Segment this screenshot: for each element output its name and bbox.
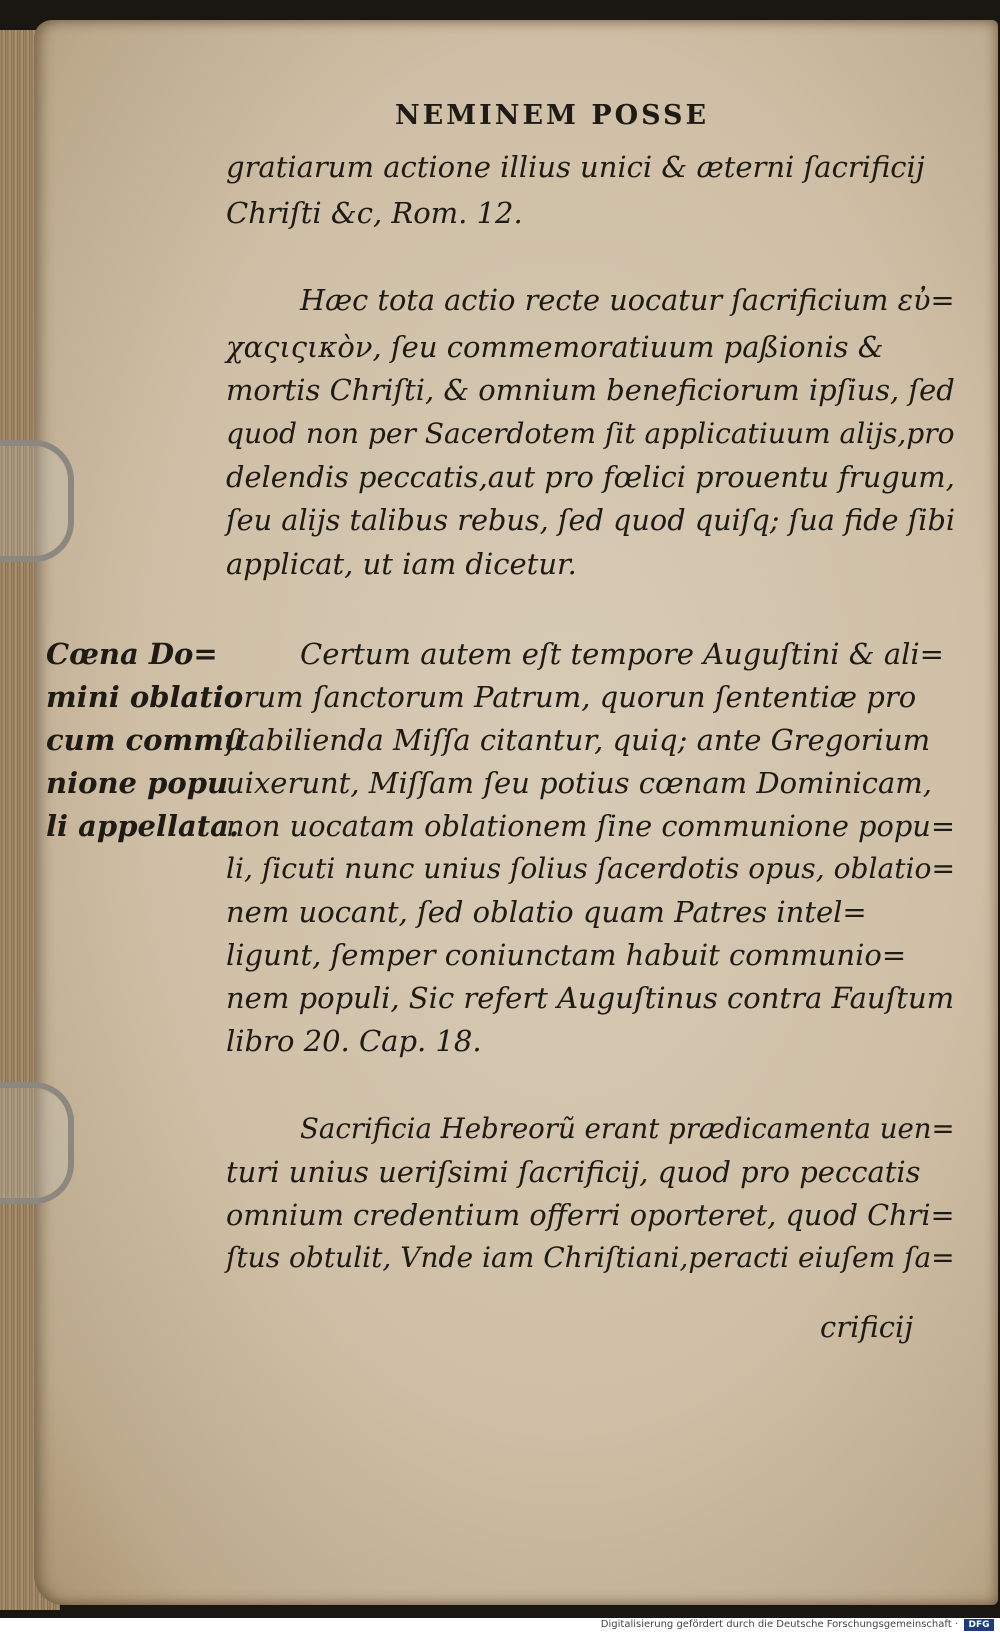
text-line: gratiarum actione illius unici & æterni ſacrificij	[226, 150, 925, 184]
running-head: NEMINEM POSSE	[395, 100, 710, 131]
text-line: li, ſicuti nunc unius ſolius ſacerdotis opus, oblatio=	[226, 852, 956, 885]
text-line: Certum autem eſt tempore Auguſtini & ali=	[300, 637, 944, 671]
text-line: ligunt, ſemper coniunctam habuit communio=	[226, 938, 907, 972]
marginal-note-line: cum commu	[46, 723, 245, 757]
text-line: turi unius ueriſsimi ſacrificij, quod pro peccatis	[226, 1155, 921, 1189]
text-line: ſtabilienda Miſſa citantur, quiq; ante Gregorium	[226, 723, 931, 757]
text-line: delendis peccatis,aut pro fœlici prouentu frugum,	[226, 460, 955, 494]
catchword: crificij	[820, 1310, 914, 1344]
text-line: orum ſanctorum Patrum, quorun ſententiæ pro	[226, 680, 917, 714]
marginal-note-line: nione popu	[46, 766, 229, 800]
metal-clasp-top	[0, 440, 74, 562]
dfg-logo: DFG	[964, 1619, 994, 1631]
text-line: χαςιςικὸν, ſeu commemoratiuum paßionis &	[226, 330, 884, 364]
marginal-note-line: Cœna Do=	[46, 637, 218, 671]
text-line: quod non per Sacerdotem ſit applicatiuum alijs,pro	[226, 417, 955, 450]
text-line: Chriſti &c, Rom. 12.	[226, 196, 523, 230]
text-line: ſeu alijs talibus rebus, ſed quod quiſq; ſua fide ſibi	[226, 503, 956, 537]
text-line: Sacrificia Hebreorũ erant prædicamenta uen=	[300, 1112, 955, 1145]
text-line: omnium credentium offerri oporteret, quod Chri=	[226, 1198, 955, 1232]
text-line: Hæc tota actio recte uocatur ſacrificium εὐ=	[300, 283, 955, 317]
text-line: applicat, ut iam dicetur.	[226, 547, 577, 581]
text-line: ſtus obtulit, Vnde iam Chriſtiani,peracti eiuſem ſa=	[226, 1241, 955, 1274]
text-line: nem populi, Sic refert Auguſtinus contra Fauſtum	[226, 981, 955, 1015]
text-line: mortis Chriſti, & omnium beneficiorum ipſius, ſed	[226, 373, 955, 407]
text-line: nem uocant, ſed oblatio quam Patres intel=	[226, 895, 867, 929]
text-line: libro 20. Cap. 18.	[226, 1024, 482, 1058]
marginal-note-line: li appellata.	[46, 809, 240, 843]
text-line: non uocatam oblationem ſine communione popu=	[226, 809, 956, 843]
text-line: uixerunt, Miſſam ſeu potius cœnam Dominicam,	[226, 766, 933, 800]
metal-clasp-bottom	[0, 1082, 74, 1204]
funding-credit: Digitalisierung gefördert durch die Deutsche Forschungsgemeinschaft ·	[600, 1619, 958, 1630]
marginal-note-line: mini oblatio	[46, 680, 244, 714]
